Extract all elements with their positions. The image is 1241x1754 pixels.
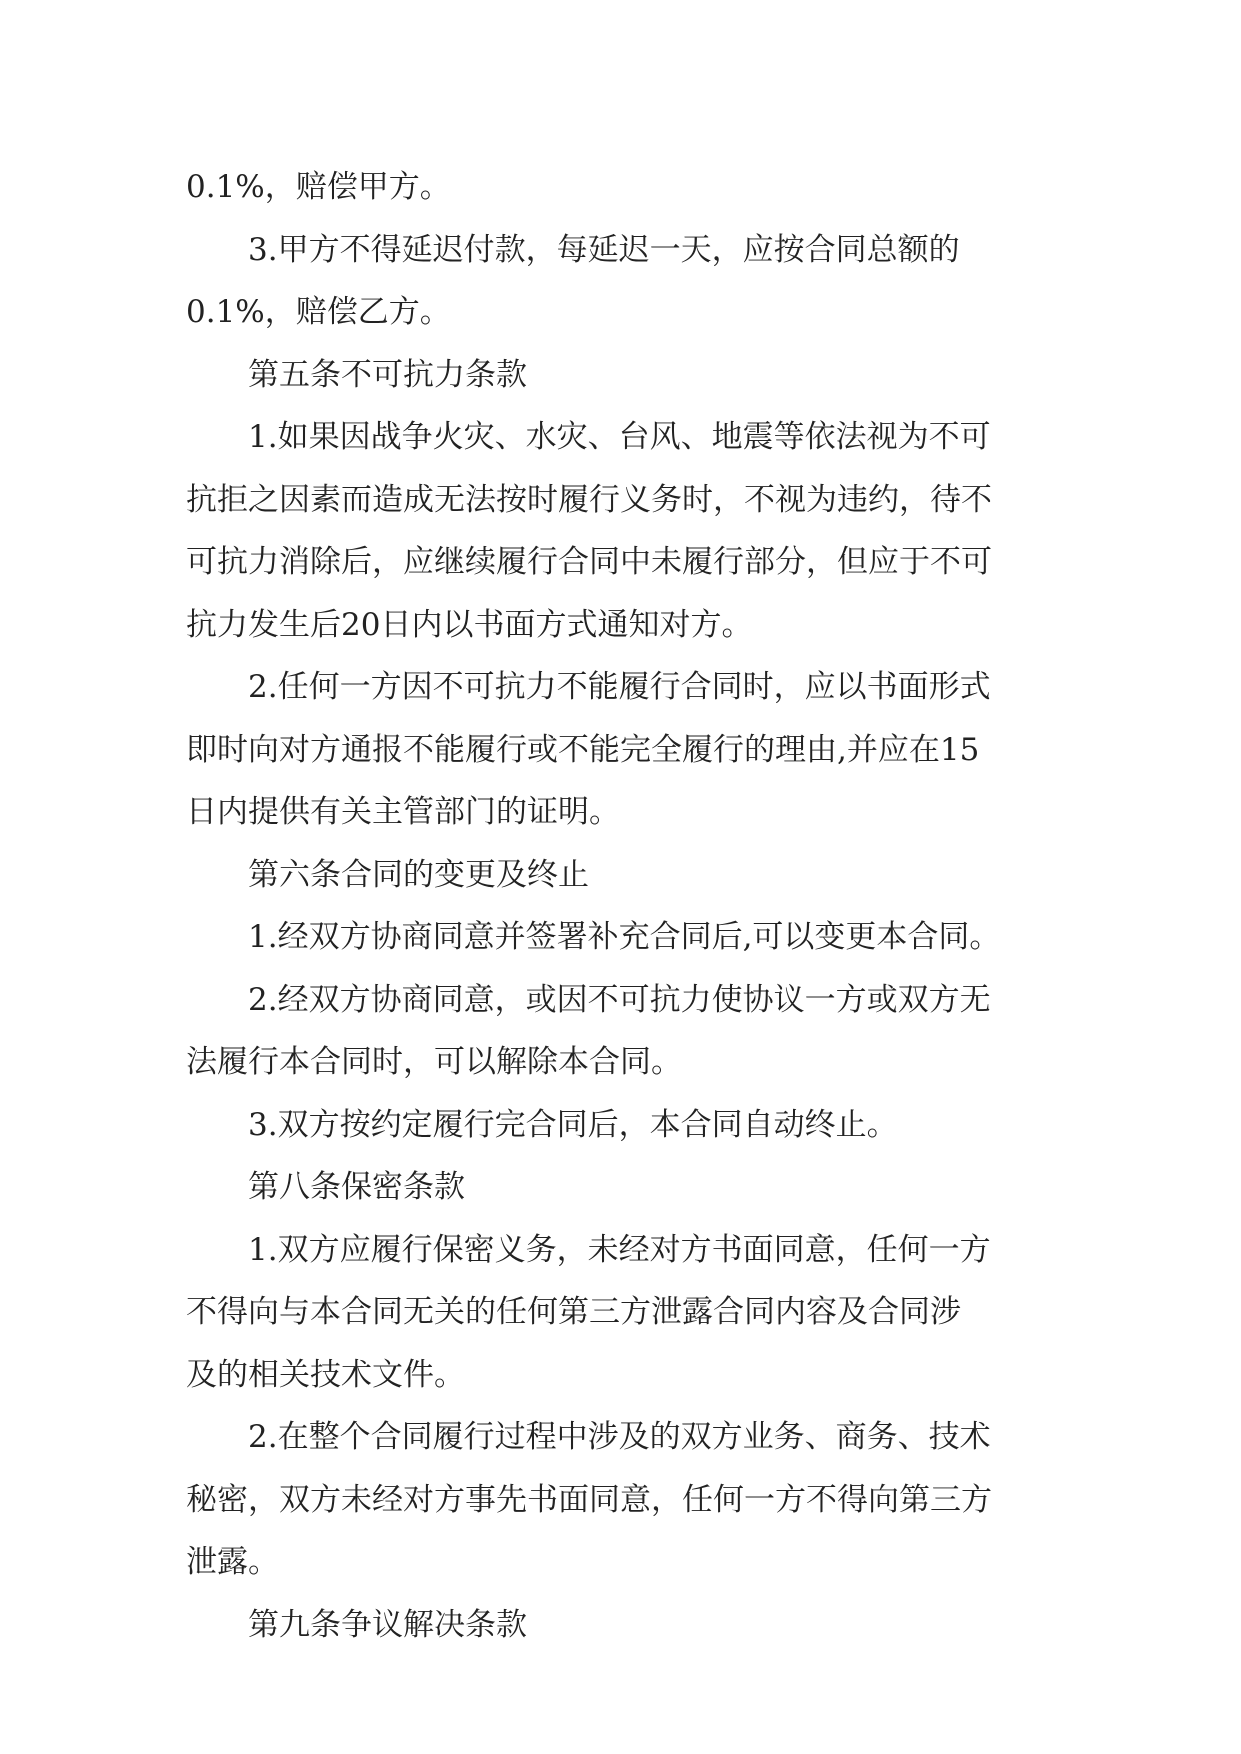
- text-line: 0.1%，赔偿乙方。: [186, 294, 451, 330]
- text-line: 1.经双方协商同意并签署补充合同后,可以变更本合同。: [248, 919, 1001, 955]
- text-line: 抗拒之因素而造成无法按时履行义务时，不视为违约，待不: [186, 481, 992, 518]
- text-line: 1.双方应履行保密义务，未经对方书面同意，任何一方: [248, 1231, 991, 1268]
- text-line: 2.经双方协商同意，或因不可抗力使协议一方或双方无: [248, 981, 991, 1018]
- text-line: 即时向对方通报不能履行或不能完全履行的理由,并应在15: [186, 731, 980, 768]
- section-heading: 第九条争议解决条款: [248, 1606, 527, 1643]
- text-line: 0.1%，赔偿甲方。: [186, 169, 451, 205]
- text-line: 及的相关技术文件。: [186, 1356, 465, 1393]
- text-line: 3.甲方不得延迟付款，每延迟一天，应按合同总额的: [248, 231, 960, 268]
- text-line: 日内提供有关主管部门的证明。: [186, 794, 620, 830]
- section-heading: 第八条保密条款: [248, 1169, 465, 1205]
- text-line: 2.在整个合同履行过程中涉及的双方业务、商务、技术: [248, 1419, 991, 1455]
- section-heading: 第六条合同的变更及终止: [248, 856, 589, 893]
- text-line: 可抗力消除后，应继续履行合同中未履行部分，但应于不可: [186, 544, 992, 580]
- text-line: 3.双方按约定履行完合同后，本合同自动终止。: [248, 1106, 898, 1143]
- text-line: 法履行本合同时，可以解除本合同。: [186, 1044, 682, 1080]
- text-line: 不得向与本合同无关的任何第三方泄露合同内容及合同涉: [186, 1294, 961, 1330]
- text-line: 1.如果因战争火灾、水灾、台风、地震等依法视为不可: [248, 419, 991, 455]
- document-body: [186, 156, 1076, 1656]
- text-line: 泄露。: [186, 1544, 279, 1580]
- text-line: 秘密，双方未经对方事先书面同意，任何一方不得向第三方: [186, 1481, 992, 1518]
- text-line: 2.任何一方因不可抗力不能履行合同时，应以书面形式: [248, 669, 991, 705]
- text-line: 抗力发生后20日内以书面方式通知对方。: [186, 606, 753, 643]
- section-heading: 第五条不可抗力条款: [248, 356, 527, 393]
